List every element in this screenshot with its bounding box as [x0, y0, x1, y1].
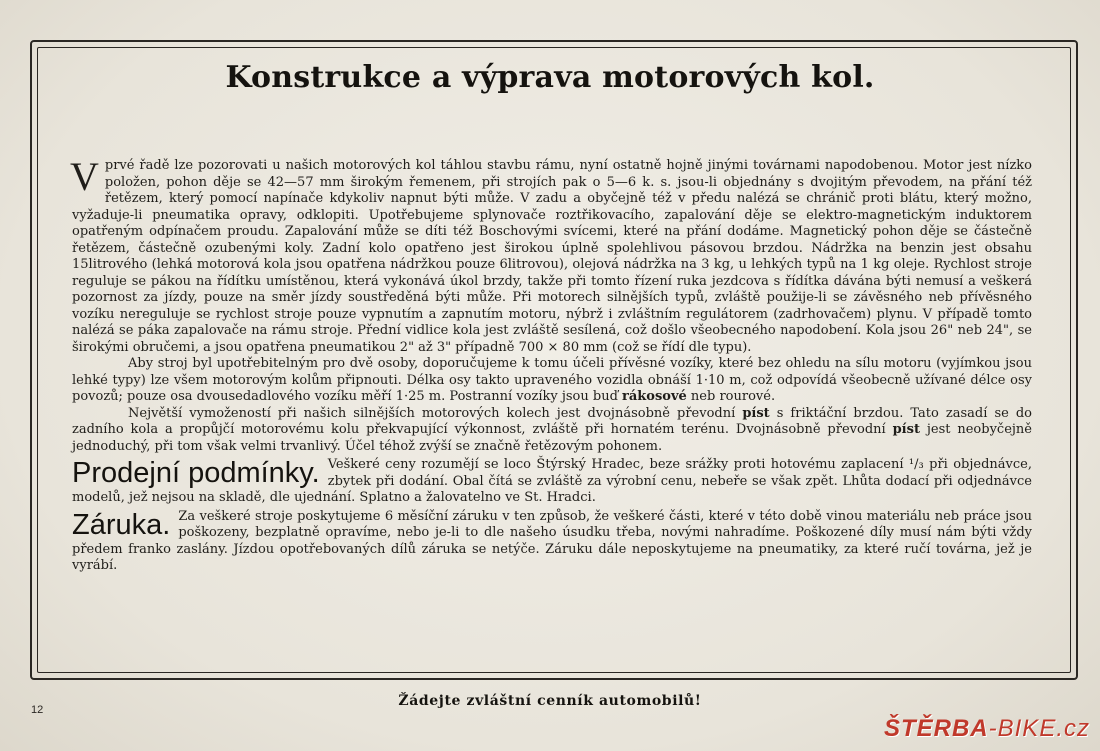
paragraph-gear-bold-2: píst — [892, 422, 920, 437]
page-title: Konstrukce a výprava motorových kol. — [225, 60, 875, 95]
paragraph-sidecar-text-a: Aby stroj byl upotřebitelným pro dvě osoby, doporučujeme k tomu účeli přívěsné vozíky, které bez ohledu na sílu motoru (vyjímkou jsou lehké typy) lze všem motorovým kolům připnouti. Délka osy takto upraveného vozidla obnáší 1·10 m, což odpovídá všeobecně užívané délce osy povozů; pouze osa dvousedadlového vozíku měří 1·25 m. Postranní vozíky jsou buď — [72, 356, 1032, 404]
watermark-logo — [884, 715, 1090, 743]
paragraph-construction — [70, 154, 1032, 356]
warranty-heading: Záruka. — [72, 508, 171, 541]
section-sales-terms — [72, 457, 1032, 507]
paragraph-gear-text-b: s friktáční brzdou. Tato zasadí se do zadního kola a propůjčí motorovému kolu překvapující výkonnost, zvláště při hornatém terénu. Dvojnásobně převodní — [72, 405, 1032, 437]
sales-terms-text: Veškeré ceny rozumějí se loco Štýrský Hradec, beze srážky proti hotovému zaplacení ¹/₃ při objednávce, zbytek při dodání. Obal čítá se zvláště za výrobní cenu, nebeře se však zpět. Lhůta dodací při odjednávce modelů, jež nejsou na skladě, dle ujednání. Splatno a žalovatelno ve St. Hradci. — [72, 457, 1032, 505]
paragraph-sidecar — [72, 356, 1032, 406]
paragraph-gear-bold-1: píst — [742, 405, 770, 421]
paragraph-gear-text-a: Největší vymožeností při našich silnějších motorových kolech jest dvojnásobně převodní — [128, 405, 743, 421]
paragraph-sidecar-text-b: neb rourové. — [686, 389, 776, 404]
watermark-part-1: ŠTĚRBA — [883, 715, 989, 742]
paragraph-construction-text: prvé řadě lze pozorovati u našich motorových kol táhlou stavbu rámu, nyní ostatně hojně jinými továrnami napodobenou. Motor jest nízko položen, pohon děje se 42—57 mm širokým řemenem, při strojích pak o 5—6 k. s. jsou-li objednány s dvojitým převodem, na přání též řetězem, který pomocí napínače kdykoliv napnut býti může. V zadu a obyčejně též v předu nalézá se chránič proti blátu, který možno, vyžaduje-li pneumatika opravy, odklopiti. Upotřebujeme splynovače roztřikovacího, zapalování děje se elektro-magnetickým induktorem opatřeným odpínačem proudu. Zapalování může se díti též Boschovými svícemi, které na přání dodáme. Magnetický pohon děje se částečně řetězem, částečně ozubenými koly. Zadní kolo opatřeno jest širokou úplně spolehlivou pásovou brzdou. Nádržka na benzin jest obsahu 15litrového (lehká motorová kola jsou opatřena nádržkou pouze 6litrovou), olejová nádržka na 3 kg, u lehkých typů na 1 kg oleje. Rychlost stroje reguluje se pákou na řídítku umístěnou, která vykonává úkol brzdy, takže při tomto řízení ruka jezdcova s řídítka dávána býti nemusí a veškerá pozornost za jízdy, pouze na směr jízdy soustředěná býti může. Při motorech silnějších typů, zvláště použije-li se závěsného neb přívěsného vozíku nereguluje se rychlost stroje pouze vypnutím a zapnutím motoru, nýbrž i zvláštním regulátorem (zadrhovačem) plynu. V případě tomto nalézá se páka zapalovače na rámu stroje. Přední vidlice kola jest zvláště sesílená, což došlo všeobecného napodobení. Kola jsou 26" neb 24", se širokými obručemi, a jsou opatřena pneumatikou 2" až 3" případně 700 × 80 mm (což se řídí dle typu). — [72, 158, 1032, 355]
sales-terms-heading: Prodejní podmínky. — [72, 457, 320, 489]
page-number: 12 — [31, 704, 44, 716]
drop-cap: V — [70, 154, 99, 199]
paragraph-gear — [72, 406, 1032, 456]
warranty-text: Za veškeré stroje poskytujeme 6 měsíční záruku v ten způsob, že veškeré části, které v této době vinou materiálu neb práce jsou poškozeny, bezplatně opravíme, nebo je-li to dle našeho úsudku třeba, novými nahradíme. Poškozené díly musí nám býti vždy předem franko zaslány. Jízdou opotřebovaných dílů záruka se netýče. Záruku dále neposkytujeme na pneumatiky, za které ručí továrna, jež je vyrábí. — [72, 508, 1032, 573]
watermark-part-2: -BIKE.cz — [988, 715, 1090, 742]
body-text — [70, 154, 1032, 575]
paragraph-sidecar-bold: rákosové — [622, 389, 687, 404]
paragraph-gear-text-c: jest neobyčejně jednoduchý, při tom však velmi trvanlivý. Účel téhož zvýší se značně řetězovým pohonem. — [72, 422, 1032, 454]
footer-note: Žádejte zvláštní cenník automobilů! — [398, 693, 702, 709]
section-warranty — [72, 509, 1032, 575]
